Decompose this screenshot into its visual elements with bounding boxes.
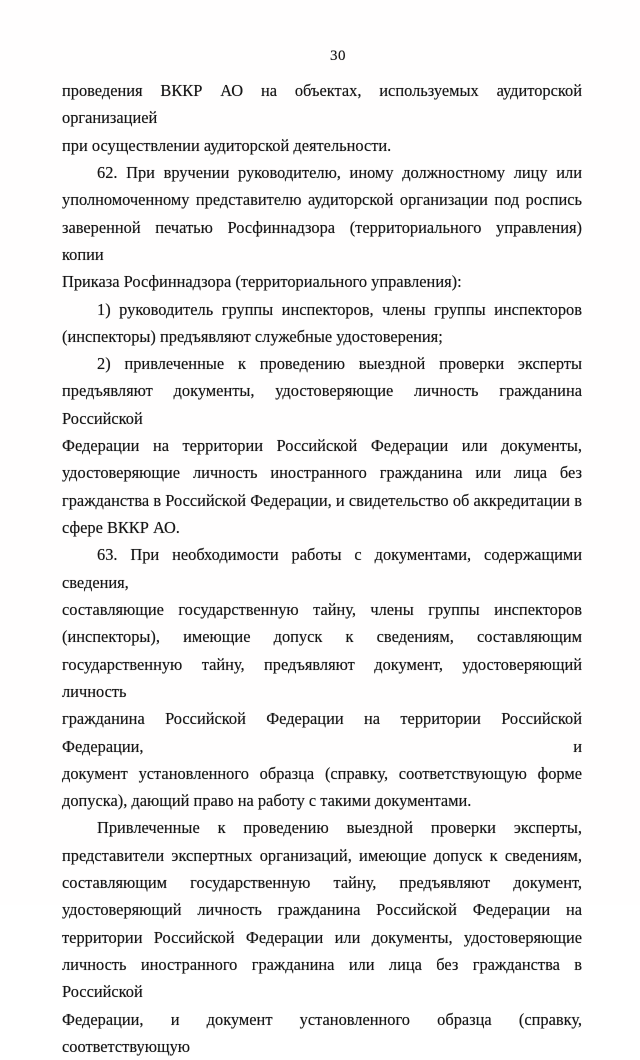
text-line: 62. При вручении руководителю, иному должностному лицу или [97,162,582,182]
text-line: составляющим государственную тайну, предъявляют документ, [62,873,582,893]
text-line: сфере ВККР АО. [62,518,180,537]
page-number: 30 [330,48,346,64]
text-line: составляющие государственную тайну, члены группы инспекторов [62,599,582,619]
text-line: допуска), дающий право на работу с такими документами. [62,791,472,811]
text-line: территории Российской Федерации или документы, удостоверяющие [62,927,582,947]
text-line: (инспекторы), имеющие допуск к сведениям, составляющим [62,627,582,647]
text-line: 2) привлеченные к проведению выездной проверки эксперты [97,354,582,374]
text-line: Привлеченные к проведению выездной проверки эксперты, [97,818,582,838]
text-line: при осуществлении аудиторской деятельности. [62,135,392,155]
text-line: удостоверяющий личность гражданина Российской Федерации на [62,900,582,920]
text-line: Приказа Росфиннадзора (территориального управления): [62,272,462,292]
text-line: (инспекторы) предъявляют служебные удостоверения; [62,326,443,346]
text-line: заверенной печатью Росфиннадзора (территориального управления) копии [62,217,582,264]
text-line: документ установленного образца (справку, соответствующую форме [62,763,582,783]
text-line: уполномоченному представителю аудиторской организации под роспись [62,190,582,210]
text-line: Федерации на территории Российской Федерации или документы, [62,436,582,456]
text-line: гражданина Российской Федерации на территории Российской Федерации, и [62,709,582,756]
text-line: гражданства в Российской Федерации, и свидетельство об аккредитации в [62,490,582,510]
text-line: государственную тайну, предъявляют документ, удостоверяющий личность [62,654,582,701]
text-line: проведения ВККР АО на объектах, используемых аудиторской организацией [62,81,582,128]
text-line: представители экспертных организаций, имеющие допуск к сведениям, [62,845,582,865]
text-line: личность иностранного гражданина или лица без гражданства в Российской [62,955,582,1002]
text-line: 1) руководитель группы инспекторов, члены группы инспекторов [97,299,582,319]
text-line: Федерации, и документ установленного образца (справку, соответствующую [62,1009,582,1056]
text-line: предъявляют документы, удостоверяющие личность гражданина Российской [62,381,582,428]
text-line: 63. При необходимости работы с документами, содержащими сведения, [62,545,582,592]
text-line: удостоверяющие личность иностранного гражданина или лица без [62,463,582,483]
document-body [62,77,582,1060]
